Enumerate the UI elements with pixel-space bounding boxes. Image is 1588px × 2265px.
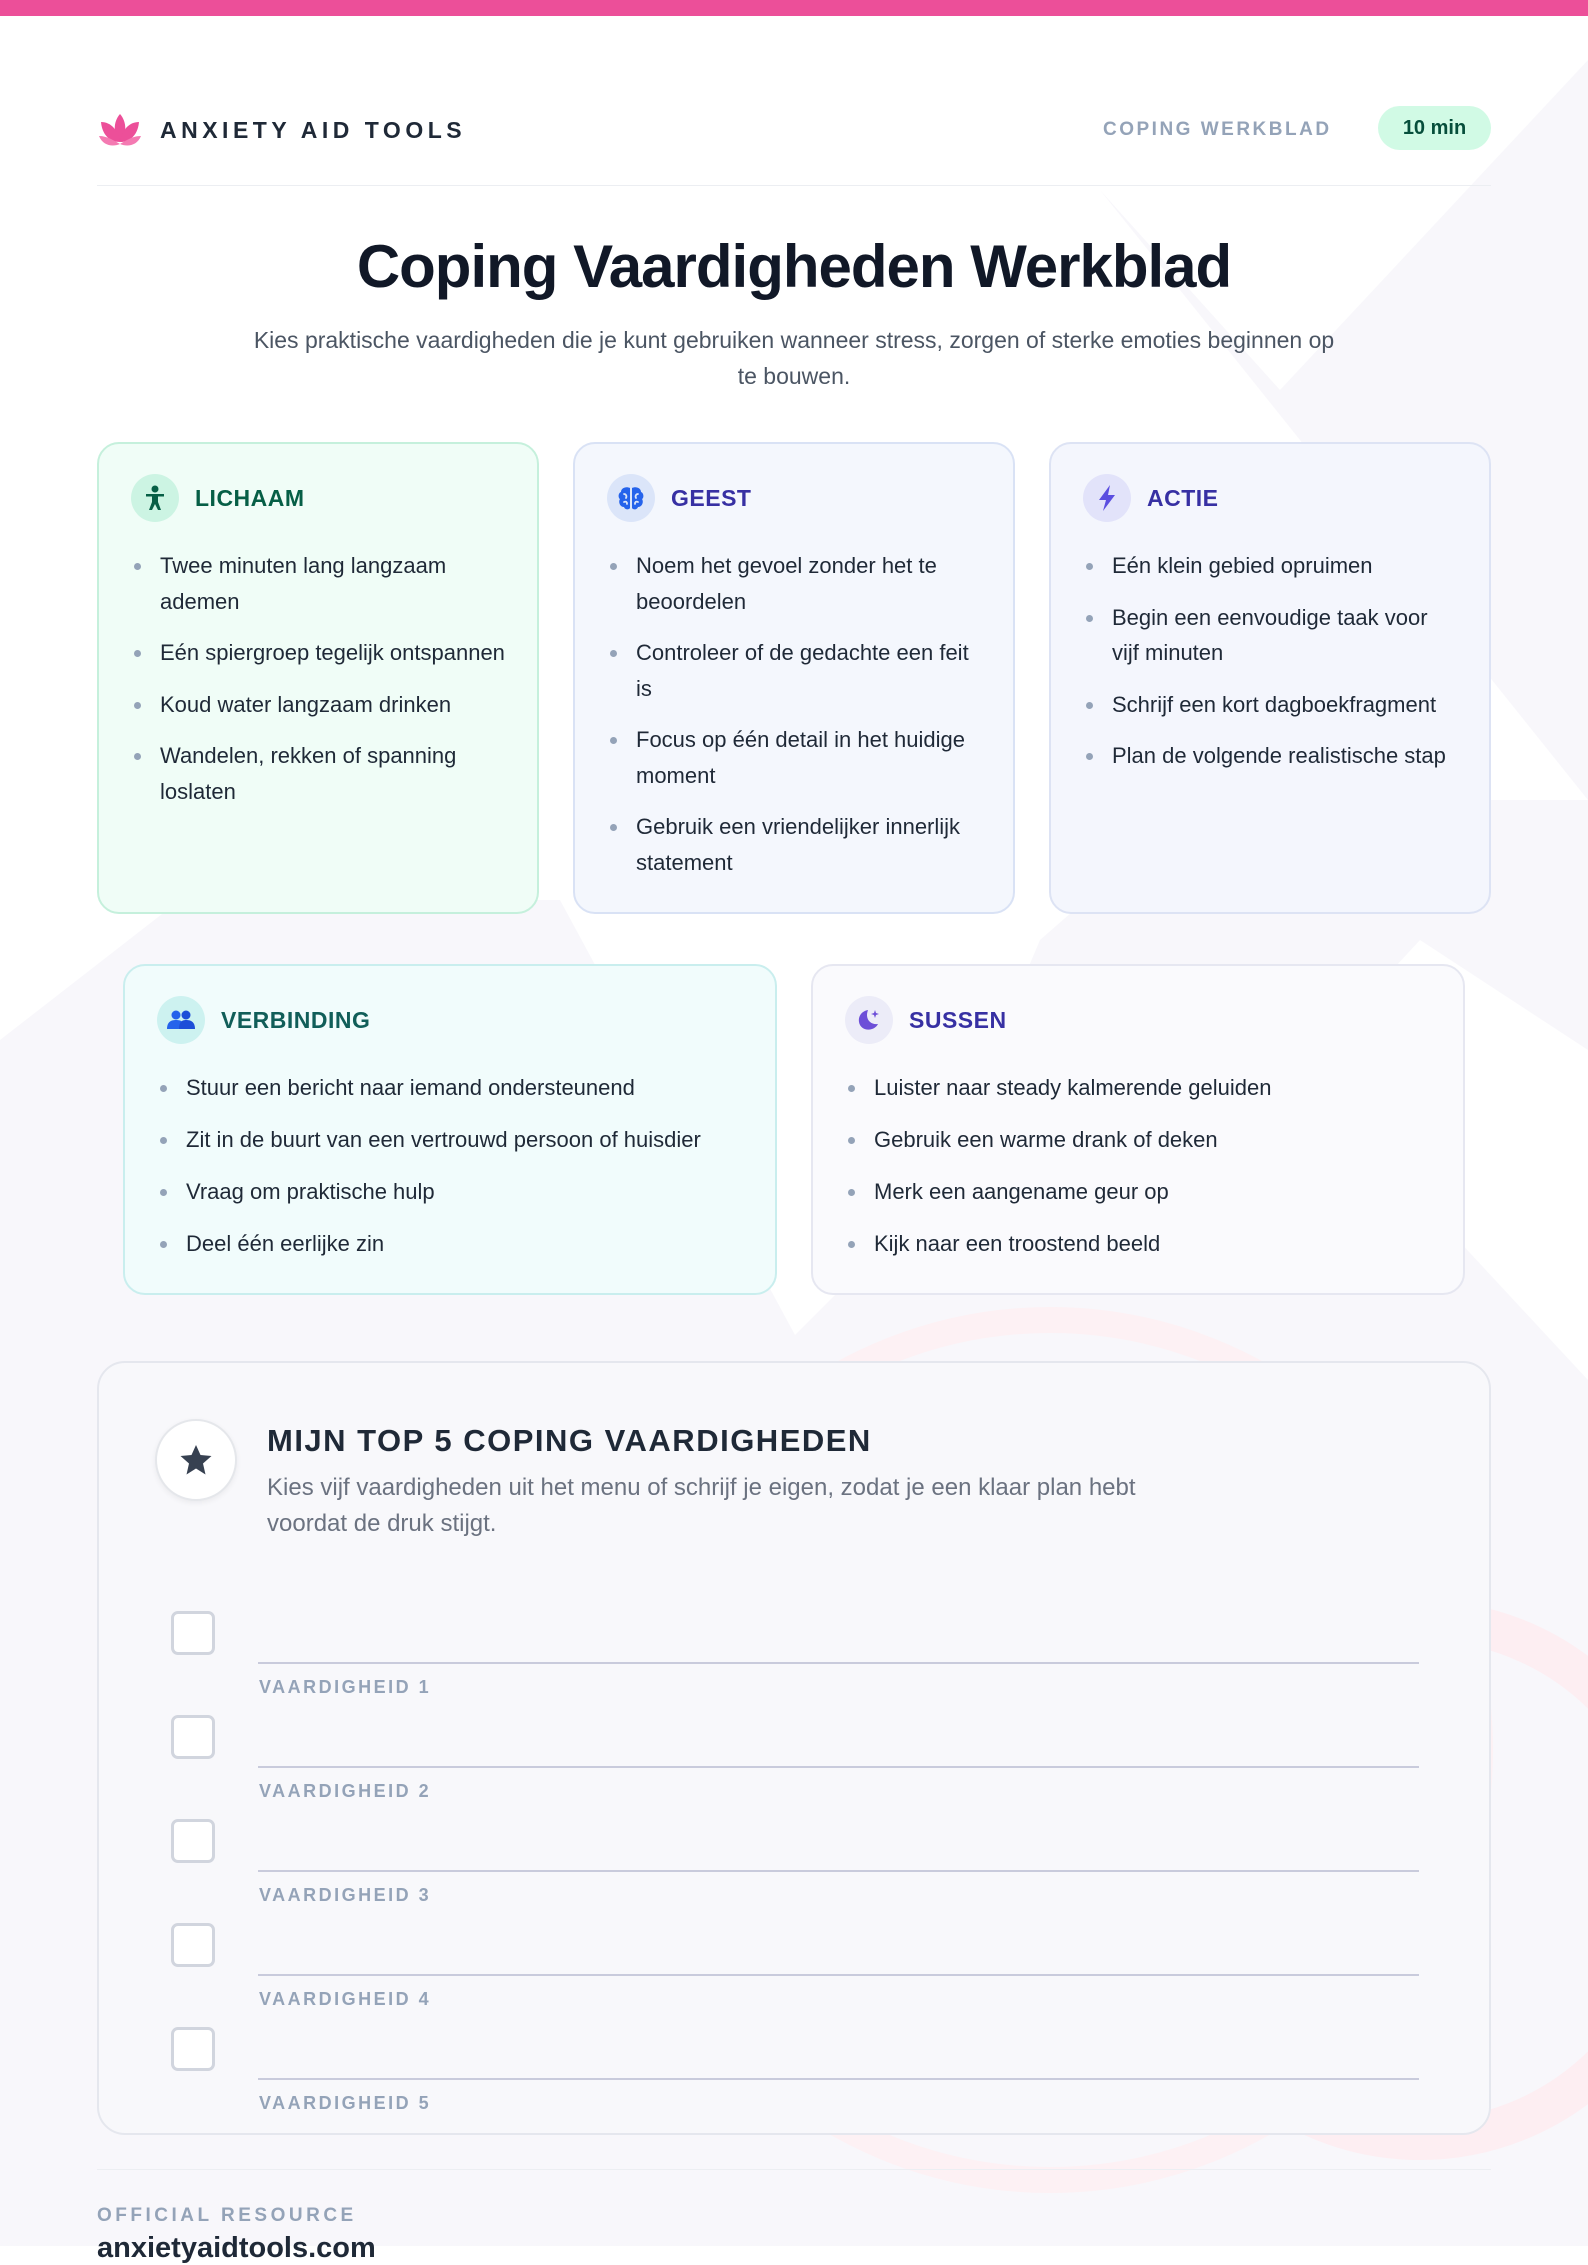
brain-icon (607, 474, 655, 522)
skill-slot-2 (171, 1709, 1421, 1813)
brand-name: ANXIETY AID TOOLS (160, 116, 467, 143)
footer-divider (97, 2169, 1491, 2170)
moon-icon (845, 996, 893, 1044)
checkbox[interactable] (171, 1819, 215, 1863)
top5-section (97, 1361, 1491, 2135)
list-item: Focus op één detail in het huidige moment (607, 722, 983, 793)
category-card-lichaam (97, 442, 539, 914)
write-line[interactable] (258, 1974, 1419, 1976)
category-title: LICHAAM (195, 484, 305, 511)
footer-website: anxietyaidtools.com (97, 2232, 376, 2264)
list-item: Stuur een bericht naar iemand ondersteunend (157, 1070, 745, 1106)
list-item: Vraag om praktische hulp (157, 1174, 745, 1210)
checkbox[interactable] (171, 2027, 215, 2071)
category-card-geest (573, 442, 1015, 914)
skill-list (1083, 548, 1459, 774)
header (97, 103, 1491, 186)
category-title: ACTIE (1147, 484, 1219, 511)
list-item: Koud water langzaam drinken (131, 687, 507, 723)
skill-slot-4 (171, 1917, 1421, 2021)
slot-label: VAARDIGHEID 4 (259, 1989, 432, 2009)
person-icon (131, 474, 179, 522)
skill-list (157, 1070, 745, 1262)
category-title: SUSSEN (909, 1006, 1007, 1033)
skill-slot-5 (171, 2021, 1421, 2125)
category-card-actie (1049, 442, 1491, 914)
list-item: Plan de volgende realistische stap (1083, 738, 1459, 774)
list-item: Luister naar steady kalmerende geluiden (845, 1070, 1433, 1106)
slot-label: VAARDIGHEID 3 (259, 1885, 432, 1905)
slot-label: VAARDIGHEID 2 (259, 1781, 432, 1801)
category-card-verbinding (123, 964, 777, 1295)
list-item: Zit in de buurt van een vertrouwd persoon of huisdier (157, 1122, 745, 1158)
category-title: GEEST (671, 484, 752, 511)
list-item: Controleer of de gedachte een feit is (607, 635, 983, 706)
lightning-icon (1083, 474, 1131, 522)
list-item: Noem het gevoel zonder het te beoordelen (607, 548, 983, 619)
checkbox[interactable] (171, 1611, 215, 1655)
write-line[interactable] (258, 1766, 1419, 1768)
footer-label: OFFICIAL RESOURCE (97, 2205, 357, 2226)
list-item: Deel één eerlijke zin (157, 1226, 745, 1262)
list-item: Begin een eenvoudige taak voor vijf minuten (1083, 600, 1459, 671)
list-item: Wandelen, rekken of spanning loslaten (131, 738, 507, 809)
write-line[interactable] (258, 1870, 1419, 1872)
list-item: Eén spiergroep tegelijk ontspannen (131, 635, 507, 671)
checkbox[interactable] (171, 1923, 215, 1967)
duration-badge: 10 min (1378, 106, 1491, 150)
write-line[interactable] (258, 1662, 1419, 1664)
top5-description: Kies vijf vaardigheden uit het menu of schrijf je eigen, zodat je een klaar plan hebt voordat de druk stijgt. (267, 1474, 1136, 1537)
list-item: Gebruik een warme drank of deken (845, 1122, 1433, 1158)
list-item: Eén klein gebied opruimen (1083, 548, 1459, 584)
slot-label: VAARDIGHEID 5 (259, 2093, 432, 2113)
list-item: Gebruik een vriendelijker innerlijk statement (607, 809, 983, 880)
lotus-icon (97, 110, 143, 150)
brand (97, 110, 466, 150)
list-item: Kijk naar een troostend beeld (845, 1226, 1433, 1262)
top5-title: MIJN TOP 5 COPING VAARDIGHEDEN (267, 1423, 872, 1458)
skill-list (607, 548, 983, 880)
skill-list (845, 1070, 1433, 1262)
write-line[interactable] (258, 2078, 1419, 2080)
skill-slot-1 (171, 1605, 1421, 1709)
document-type: COPING WERKBLAD (1103, 119, 1332, 140)
skill-list (131, 548, 507, 809)
page-subtitle: Kies praktische vaardigheden die je kunt gebruiken wanneer stress, zorgen of sterke emoties beginnen op te bouwen. (253, 327, 1335, 389)
people-icon (157, 996, 205, 1044)
list-item: Twee minuten lang langzaam ademen (131, 548, 507, 619)
slot-label: VAARDIGHEID 1 (259, 1677, 432, 1697)
category-card-sussen (811, 964, 1465, 1295)
star-icon (155, 1419, 237, 1501)
list-item: Merk een aangename geur op (845, 1174, 1433, 1210)
list-item: Schrijf een kort dagboekfragment (1083, 687, 1459, 723)
checkbox[interactable] (171, 1715, 215, 1759)
skill-slot-3 (171, 1813, 1421, 1917)
category-title: VERBINDING (221, 1006, 371, 1033)
page-title: Coping Vaardigheden Werkblad (356, 233, 1232, 300)
